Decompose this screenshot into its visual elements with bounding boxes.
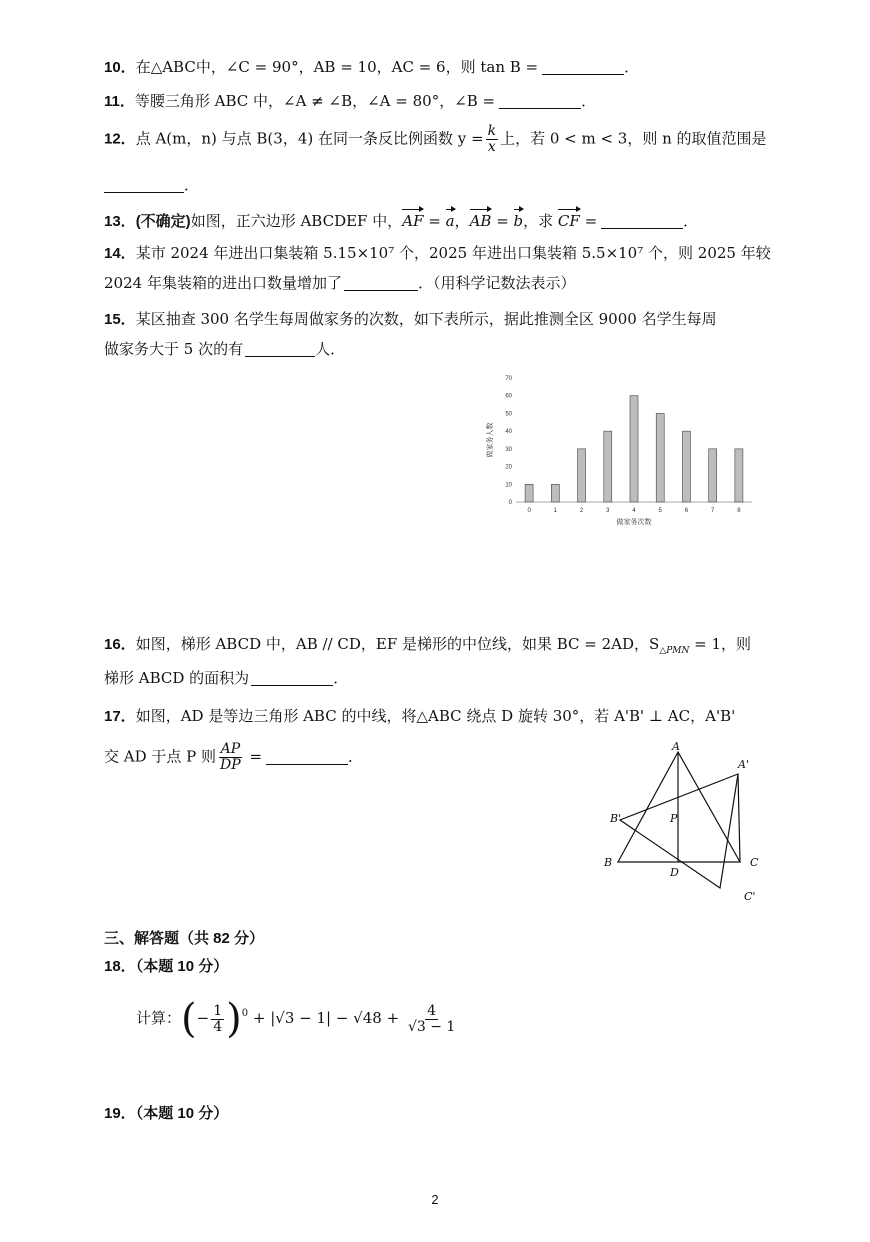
minus-sign: − — [196, 1009, 210, 1027]
x-tick-label: 0 — [527, 508, 531, 514]
y-axis-title: 做家务人数 — [486, 422, 494, 458]
equals: = — [423, 212, 446, 230]
x-tick-label: 2 — [579, 508, 584, 514]
question-14 — [104, 242, 771, 265]
y-tick-label: 40 — [505, 429, 512, 436]
section-heading: 三、解答题（共 82 分） — [104, 930, 265, 947]
answer-blank[interactable] — [499, 92, 581, 109]
exponent-zero: 0 — [241, 1008, 249, 1019]
question-text: 如图，正六边形 ABCDEF 中， — [190, 212, 403, 230]
question-12 — [104, 124, 767, 155]
y-tick-label: 10 — [505, 482, 512, 489]
answer-blank[interactable] — [344, 274, 418, 291]
equals: = — [579, 212, 598, 230]
equals: = — [244, 747, 263, 766]
label-c-prime: C' — [744, 890, 756, 903]
question-number: 14． — [104, 245, 136, 262]
punctuation: ． — [581, 92, 597, 110]
question-17-line2 — [104, 742, 363, 773]
label-b-prime: B' — [610, 812, 622, 825]
fraction-ap-over-dp — [218, 742, 243, 773]
denominator: 4 — [213, 1018, 223, 1035]
question-10 — [104, 56, 639, 79]
y-tick-label: 70 — [505, 376, 512, 382]
x-tick-label: 6 — [684, 508, 689, 514]
question-text-cont: 上，若 0 < m < 3，则 n 的取值范围是 — [500, 129, 767, 148]
y-tick-label: 0 — [508, 500, 512, 506]
question-18 — [104, 955, 228, 978]
fraction-k-over-x — [486, 124, 498, 155]
triangle-abc — [618, 752, 740, 862]
numerator: 1 — [213, 1002, 223, 1019]
question-text: 在△ABC中，∠C = 90°，AB = 10，AC = 6，则 tan B = — [135, 58, 539, 76]
question-15 — [104, 308, 717, 331]
question-text-cont: 人． — [315, 340, 346, 358]
answer-blank[interactable] — [542, 58, 624, 75]
question-text: 某市 2024 年进出口集装箱 5.15×10⁷ 个，2025 年进出口集装箱 5.5×10⁷ 个，则 2025 年较 — [135, 244, 771, 262]
fraction-four-over-root — [406, 1004, 457, 1035]
question-text: 2024 年集装箱的进出口数量增加了 — [104, 274, 342, 292]
x-tick-label: 8 — [737, 508, 741, 514]
question-14-line2 — [104, 272, 575, 294]
question-number: 12． — [104, 130, 136, 148]
subscript-pmn: △PMN — [659, 646, 690, 656]
bar — [682, 431, 690, 502]
label-p: P — [670, 812, 678, 825]
fraction-one-quarter — [211, 1004, 224, 1035]
vector-cf: CF — [557, 212, 580, 230]
numerator: AP — [220, 741, 241, 757]
question-number: 11． — [104, 93, 135, 110]
question-text-cont: = 1，则 — [689, 635, 752, 653]
y-tick-label: 30 — [505, 446, 512, 453]
answer-blank[interactable] — [104, 176, 184, 193]
question-number: 18． — [104, 958, 136, 975]
question-text: 交 AD 于点 P 则 — [104, 747, 217, 766]
punctuation: ． — [348, 747, 364, 766]
denominator: DP — [220, 757, 241, 773]
answer-blank[interactable] — [245, 340, 315, 357]
question-text: 如图，AD 是等边三角形 ABC 的中线，将△ABC 绕点 D 旋转 30°，若 A'B' ⊥ AC，A'B' — [135, 707, 736, 725]
triangle-a1b1c1 — [620, 774, 738, 888]
denominator: x — [487, 139, 496, 155]
x-tick-label: 3 — [606, 508, 610, 514]
equals: = — [491, 212, 514, 230]
bar — [656, 413, 664, 502]
left-paren: ( — [181, 996, 197, 1042]
answer-blank[interactable] — [266, 748, 348, 765]
question-text: 点 A(m，n) 与点 B(3，4) 在同一条反比例函数 y = — [135, 129, 484, 148]
question-points: （本题 10 分） — [135, 1105, 229, 1122]
question-15-line2 — [104, 338, 345, 360]
question-16 — [104, 633, 751, 662]
vector-ab: AB — [469, 212, 492, 230]
question-number: 19． — [104, 1105, 136, 1122]
question-text: 梯形 ABCD 的面积为 — [104, 669, 250, 687]
question-number: 17． — [104, 708, 136, 725]
question-points: （本题 10 分） — [135, 958, 229, 975]
x-axis-title: 做家务次数 — [616, 518, 652, 526]
label-a-prime: A' — [738, 758, 749, 771]
label-b: B — [604, 856, 613, 869]
separator: ， — [454, 212, 470, 230]
x-tick-label: 1 — [553, 508, 558, 514]
question-16-line2 — [104, 667, 348, 689]
vector-af: AF — [402, 212, 424, 230]
question-text: 某区抽查 300 名学生每周做家务的次数，如下表所示，据此推测全区 9000 名学生每周 — [135, 310, 717, 328]
punctuation: ． — [624, 58, 640, 76]
label-d: D — [670, 866, 679, 879]
bar — [604, 431, 612, 502]
question-number: 16． — [104, 636, 136, 653]
calc-label: 计算： — [136, 1009, 182, 1027]
x-tick-label: 4 — [632, 508, 636, 514]
middle-terms: − √48 + — [331, 1009, 404, 1027]
question-text: 做家务大于 5 次的有 — [104, 340, 244, 358]
x-tick-label: 5 — [658, 508, 662, 514]
abs-term: |√3 − 1| — [270, 1009, 332, 1027]
question-13 — [104, 210, 698, 233]
bar — [630, 396, 638, 502]
punctuation: ． — [683, 212, 699, 230]
question-text: 等腰三角形 ABC 中，∠A ≠ ∠B，∠A = 80°，∠B = — [134, 92, 496, 110]
denominator: √3 − 1 — [407, 1018, 456, 1035]
homework-bar-chart — [480, 370, 760, 535]
right-paren: ) — [226, 996, 242, 1042]
question-ask: ，求 — [523, 212, 558, 230]
numerator: k — [487, 123, 497, 139]
numerator: 4 — [427, 1002, 437, 1019]
question-text-cont: ．（用科学记数法表示） — [417, 274, 576, 292]
question-12-answer — [104, 174, 199, 196]
question-17 — [104, 705, 735, 728]
question-text: 如图，梯形 ABCD 中，AB // CD，EF 是梯形的中位线，如果 BC = 2AD，S — [135, 635, 660, 653]
label-a: A — [672, 740, 680, 753]
bar — [735, 449, 743, 502]
vector-a: a — [445, 212, 455, 230]
vector-b: b — [513, 212, 524, 230]
page-number: 2 — [431, 1192, 439, 1207]
question-19 — [104, 1102, 228, 1125]
segment-a1-c — [738, 774, 740, 862]
question-number: 15． — [104, 311, 136, 328]
question-11 — [104, 90, 596, 113]
answer-blank[interactable] — [251, 669, 333, 686]
question-tag: (不确定) — [135, 213, 191, 230]
bar — [525, 484, 533, 502]
bar — [551, 484, 559, 502]
x-tick-label: 7 — [710, 508, 715, 514]
y-tick-label: 50 — [505, 411, 512, 418]
y-tick-label: 20 — [505, 464, 512, 471]
bar — [709, 449, 717, 502]
y-tick-label: 60 — [505, 393, 512, 400]
bar — [578, 449, 586, 502]
question-number: 13． — [104, 213, 136, 230]
punctuation: ． — [333, 669, 349, 687]
answer-blank[interactable] — [601, 212, 683, 229]
rotated-triangle-figure — [598, 738, 773, 908]
question-18-expression: 计算：(− $\frac{1}{4}$ )$^0$ + |√3 − 1| − √48 + $\frac{4}{√3 - 1}$ — [136, 996, 456, 1042]
punctuation: ． — [184, 176, 200, 194]
question-number: 10． — [104, 59, 136, 76]
label-c: C — [750, 856, 759, 869]
